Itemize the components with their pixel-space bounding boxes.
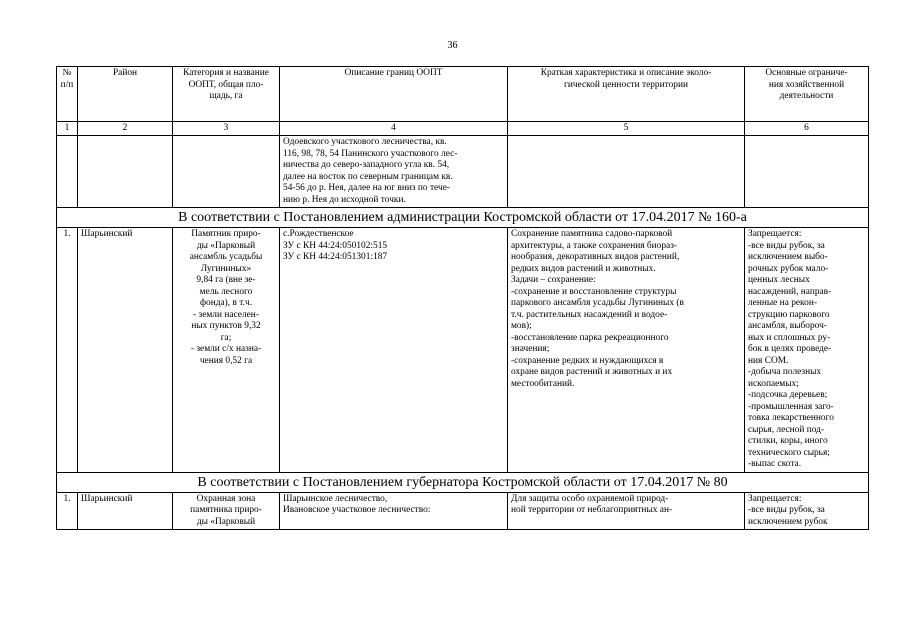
text-line: Краткая характеристика и описание эколо- <box>540 68 712 78</box>
text-line: ансамбля, выбороч- <box>748 321 827 331</box>
header-boundaries <box>280 67 508 122</box>
text-line: Задачи – сохранение: <box>511 275 596 285</box>
cell-empty <box>508 136 745 208</box>
text-line: Лугининых» <box>200 263 252 274</box>
text-line: Одоевского участкового лесничества, кв. <box>283 137 447 147</box>
text-line: щадь, га <box>209 91 243 101</box>
text-line: насаждений, направ- <box>748 286 832 297</box>
text-line: -все виды рубок, за <box>748 505 825 515</box>
header-restrictions <box>745 67 869 122</box>
oopt-table <box>56 66 869 530</box>
text-line: архитектуры, а также сохранения биораз- <box>511 240 678 251</box>
text-line: деятельности <box>779 91 834 101</box>
text-line: Для защиты особо охраняемой природ- <box>511 493 669 504</box>
category-cell <box>173 492 280 530</box>
text-line: ных и сплошных ру- <box>748 332 831 343</box>
text-line: ничества до северо-западного угла кв. 54, <box>283 160 450 170</box>
table-row <box>57 228 869 473</box>
section-title-row <box>57 208 869 228</box>
header-num <box>57 67 78 122</box>
text-line: ния СОМ. <box>748 355 789 366</box>
header-category <box>173 67 280 122</box>
row-number: 1. <box>57 492 78 530</box>
text-line: сырья, лесной под- <box>748 424 825 435</box>
column-number: 1 <box>57 122 78 136</box>
text-line: ЗУ с КН 44:24:050102:515 <box>283 240 388 251</box>
text-line: ценных лесных <box>748 275 810 285</box>
row-number: 1. <box>57 228 78 473</box>
text-line: ных пунктов 9,32 <box>191 321 261 331</box>
cell-empty <box>78 136 173 208</box>
text-line: стилки, коры, иного <box>748 436 828 446</box>
text-line: Охранная зона <box>196 493 256 504</box>
text-line: 116, 98, 78, 54 Панинского участкового лес- <box>283 148 458 159</box>
column-number: 3 <box>173 122 280 136</box>
text-line: с.Рождественское <box>283 229 354 239</box>
text-line: технического сырья; <box>748 447 830 458</box>
column-number: 2 <box>78 122 173 136</box>
column-number: 6 <box>745 122 869 136</box>
text-line: памятника приро- <box>190 505 262 515</box>
text-line: Шарьинское лесничество, <box>283 493 388 504</box>
column-number: 4 <box>280 122 508 136</box>
text-line: Памятник приро- <box>191 229 261 239</box>
text-line: га; <box>220 332 232 343</box>
text-line: -промышленная заго- <box>748 401 834 412</box>
text-line: товка лекарственного <box>748 413 834 423</box>
text-line: мов); <box>511 321 532 331</box>
text-line: -восстановление парка рекреационного <box>511 332 669 343</box>
text-line: охране видов растений и животных и их <box>511 367 673 377</box>
text-line: гической ценности территории <box>563 79 689 90</box>
text-line: 54-56 до р. Нея, далее на юг вниз по тече- <box>283 183 450 193</box>
text-line: местообитаний. <box>511 378 575 389</box>
district-cell: Шарьинский <box>78 228 173 473</box>
category-cell <box>173 228 280 473</box>
restrictions-cell <box>745 492 869 530</box>
header-description <box>508 67 745 122</box>
text-line: 9,84 га (вне зе- <box>196 275 256 285</box>
text-line: ансамбль усадьбы <box>189 252 263 262</box>
text-line: - земли с/х назна- <box>190 344 262 354</box>
description-cell <box>508 228 745 473</box>
text-line: Район <box>112 68 138 78</box>
text-line: -подсочка деревьев; <box>748 390 828 400</box>
text-line: паркового ансамбля усадьбы Лугининых (в <box>511 298 684 308</box>
text-line: -все виды рубок, за <box>748 240 825 251</box>
text-line: ды «Парковый <box>196 240 256 251</box>
text-line: - земли населен- <box>193 309 259 320</box>
text-line: Основные ограниче- <box>765 68 848 78</box>
text-line: рочных рубок мало- <box>748 263 829 274</box>
district-cell: Шарьинский <box>78 492 173 530</box>
text-line: исключением выбо- <box>748 252 828 262</box>
text-line: Запрещается: <box>748 493 802 504</box>
cell-empty <box>745 136 869 208</box>
header-district <box>78 67 173 122</box>
text-line: Ивановское участковое лесничество: <box>283 505 431 515</box>
text-line: далее на восток по северным границам кв. <box>283 171 453 182</box>
text-line: -сохранение и восстановление структуры <box>511 286 677 297</box>
text-line: струкцию паркового <box>748 309 830 320</box>
text-line: фонда), в т.ч. <box>199 298 253 308</box>
text-line: мель лесного <box>199 286 253 297</box>
section-title: В соответствии с Постановлением губернатора Костромской области от 17.04.2017 № 80 <box>57 472 869 492</box>
text-line: редких видов растений и животных. <box>511 263 656 274</box>
text-line: Категория и название <box>183 68 269 78</box>
section-title-row <box>57 472 869 492</box>
section-title: В соответствии с Постановлением администрации Костромской области от 17.04.2017 № 160-а <box>57 208 869 228</box>
text-line: исключением рубок <box>748 516 828 527</box>
text-line: № <box>62 68 72 78</box>
cell-empty <box>57 136 78 208</box>
boundaries-cell <box>280 492 508 530</box>
text-line: ЗУ с КН 44:24:051301:187 <box>283 252 388 262</box>
description-cell <box>508 492 745 530</box>
text-line: ной территории от неблагоприятных ан- <box>511 505 673 515</box>
text-line: Запрещается: <box>748 229 802 239</box>
text-line: Описание границ ООПТ <box>344 68 443 78</box>
cell-empty <box>173 136 280 208</box>
text-line: нию р. Нея до исходной точки. <box>283 194 406 205</box>
text-line: Сохранение памятника садово-парковой <box>511 229 673 239</box>
text-line: -добыча полезных <box>748 367 822 377</box>
text-line: т.ч. растительных насаждений и водое- <box>511 309 668 320</box>
text-line: чения 0,52 га <box>199 355 253 366</box>
text-line: ды «Парковый <box>196 516 256 527</box>
text-line: ния хозяйственной <box>768 79 845 90</box>
text-line: ленные на рекон- <box>748 298 817 308</box>
text-line: бок в целях проведе- <box>748 344 832 354</box>
text-line: п/п <box>60 79 74 90</box>
text-line: -выпас скота. <box>748 459 802 469</box>
header-row <box>57 67 869 122</box>
column-number-row <box>57 122 869 136</box>
column-number: 5 <box>508 122 745 136</box>
continuation-row <box>57 136 869 208</box>
text-line: значения; <box>511 344 550 354</box>
text-line: ископаемых; <box>748 378 799 389</box>
boundaries-cell <box>280 228 508 473</box>
restrictions-cell <box>745 228 869 473</box>
text-line: нообразия, декоративных видов растений, <box>511 252 680 262</box>
page-number: 36 <box>447 40 458 51</box>
continuation-boundaries <box>280 136 508 208</box>
text-line: -сохранение редких и нуждающихся в <box>511 355 664 366</box>
text-line: ООПТ, общая пло- <box>188 79 264 90</box>
table-row <box>57 492 869 530</box>
